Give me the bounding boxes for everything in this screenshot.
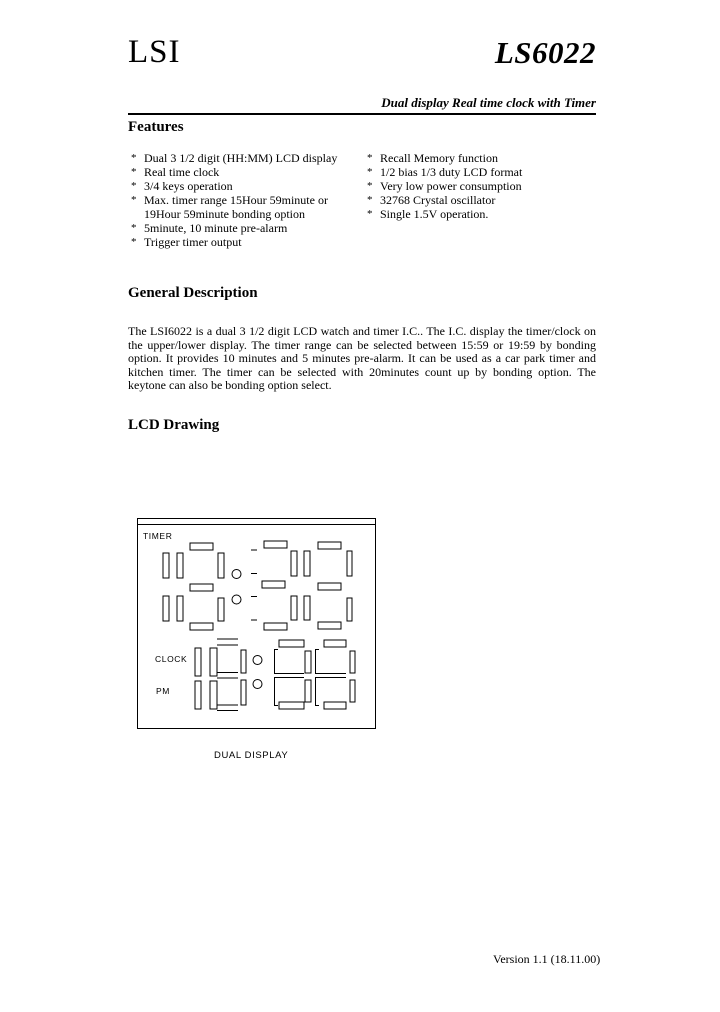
upper-colon — [232, 570, 241, 605]
company-logo: LSI — [128, 34, 181, 70]
lower-digit-2 — [210, 639, 246, 711]
seg — [218, 598, 224, 621]
clock-label: CLOCK — [155, 654, 188, 664]
seg — [190, 543, 213, 550]
feature-line — [131, 235, 337, 249]
seg — [279, 702, 304, 709]
upper-display — [163, 541, 352, 630]
features-heading: Features — [128, 119, 184, 135]
feature-text: Single 1.5V operation. — [380, 207, 489, 221]
seg — [275, 678, 305, 706]
general-description-body: The LSI6022 is a dual 3 1/2 digit LCD watch and timer I.C.. The I.C. display the timer/clock on the upper/lower display. The timer range can be selected between 15:59 or 19:59 by bonding option. It provides 10 minutes and 5 minutes pre-alarm. It can be used as a car park timer and kitchen timer. The timer can be selected with 20minutes count up by bonding option. The keytone can also be bonding option select. — [128, 324, 596, 393]
seg — [347, 598, 352, 621]
seg — [324, 640, 346, 647]
upper-digit-3 — [251, 541, 297, 630]
seg — [347, 551, 352, 576]
seg — [262, 581, 285, 588]
bullet: * — [367, 166, 373, 178]
feature-line — [367, 179, 522, 193]
seg — [177, 553, 183, 578]
part-number: LS6022 — [494, 35, 596, 70]
lcd-caption: DUAL DISPLAY — [214, 750, 289, 761]
feature-text: 5minute, 10 minute pre-alarm — [144, 221, 288, 235]
feature-text: Real time clock — [144, 165, 220, 179]
seg — [210, 681, 217, 709]
seg — [163, 553, 169, 578]
feature-line — [367, 165, 522, 179]
features-list-left — [131, 151, 337, 249]
bullet: * — [131, 194, 137, 206]
lcd-drawing-heading: LCD Drawing — [128, 417, 220, 433]
feature-line — [367, 207, 522, 221]
bullet: * — [131, 222, 137, 234]
bullet: * — [367, 180, 373, 192]
lower-digit-4 — [316, 640, 356, 709]
seg — [190, 584, 213, 591]
seg — [279, 640, 304, 647]
feature-line — [131, 221, 337, 235]
lower-colon — [253, 656, 262, 689]
bullet: * — [131, 236, 137, 248]
feature-line — [367, 193, 522, 207]
feature-text: Trigger timer output — [144, 235, 242, 249]
colon-dot — [232, 595, 241, 604]
timer-label: TIMER — [143, 531, 173, 541]
feature-text: 32768 Crystal oscillator — [380, 193, 496, 207]
seg — [304, 596, 310, 620]
seg — [177, 596, 183, 621]
feature-line — [131, 165, 337, 179]
seg — [275, 650, 305, 674]
colon-dot — [253, 680, 262, 689]
feature-line — [367, 151, 522, 165]
colon-dot — [253, 656, 262, 665]
seg — [190, 623, 213, 630]
feature-text: 3/4 keys operation — [144, 179, 233, 193]
lcd-drawing — [137, 518, 376, 729]
seg — [318, 622, 341, 629]
lower-half-digit-1 — [195, 648, 201, 709]
seg — [241, 680, 246, 705]
seg — [195, 648, 201, 676]
seg — [305, 680, 311, 702]
feature-line — [131, 207, 337, 221]
seg — [350, 651, 355, 673]
bullet: * — [131, 152, 137, 164]
bullet: * — [367, 152, 373, 164]
doc-subtitle: Dual display Real time clock with Timer — [381, 95, 596, 110]
pm-label: PM — [156, 686, 170, 696]
seg — [324, 702, 346, 709]
bullet: * — [367, 194, 373, 206]
bullet: * — [131, 166, 137, 178]
bullet: * — [367, 208, 373, 220]
lower-display — [195, 639, 355, 711]
lower-digit-3 — [275, 640, 312, 709]
header-rule — [128, 94, 596, 115]
feature-text: Very low power consumption — [380, 179, 522, 193]
colon-dot — [232, 570, 241, 579]
seg — [316, 650, 347, 674]
seg — [163, 596, 169, 621]
seg — [318, 542, 341, 549]
seg — [318, 583, 341, 590]
seg — [291, 596, 297, 620]
feature-text: Max. timer range 15Hour 59minute or — [144, 193, 328, 207]
feature-line — [131, 179, 337, 193]
seg — [264, 623, 287, 630]
feature-text: Dual 3 1/2 digit (HH:MM) LCD display — [144, 151, 338, 165]
general-description-heading: General Description — [128, 285, 258, 301]
version-text: Version 1.1 (18.11.00) — [493, 952, 601, 966]
bullet: * — [131, 180, 137, 192]
feature-text: 1/2 bias 1/3 duty LCD format — [380, 165, 523, 179]
seg — [350, 680, 355, 702]
seg — [316, 678, 347, 706]
seg — [264, 541, 287, 548]
seg — [195, 681, 201, 709]
feature-line — [131, 151, 337, 165]
seg — [304, 551, 310, 576]
seg — [210, 648, 217, 676]
seg — [241, 650, 246, 673]
feature-line — [131, 193, 337, 207]
seg — [291, 551, 297, 576]
upper-digit-2 — [177, 543, 224, 630]
seg — [305, 651, 311, 673]
feature-text: 19Hour 59minute bonding option — [144, 207, 305, 221]
seg — [218, 553, 224, 578]
upper-half-digit-1 — [163, 553, 169, 621]
upper-digit-4 — [304, 542, 352, 629]
features-list-right — [367, 151, 522, 221]
feature-text: Recall Memory function — [380, 151, 498, 165]
